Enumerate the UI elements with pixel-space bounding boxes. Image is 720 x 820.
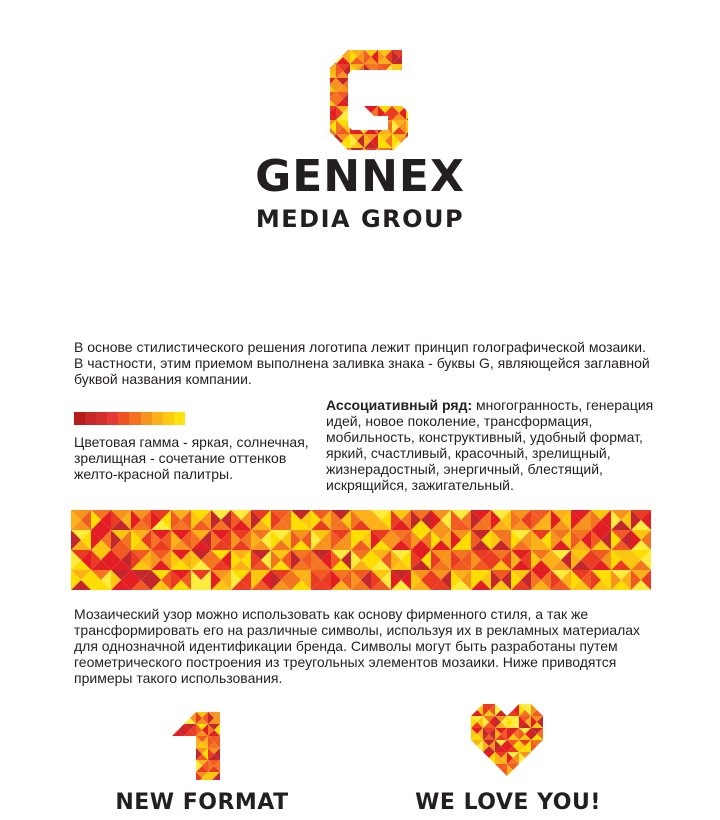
one-mosaic-tile — [172, 748, 178, 760]
logo-mosaic-tile — [322, 106, 329, 120]
brand-name: GENNEX — [255, 151, 465, 202]
palette-swatch — [118, 412, 129, 425]
one-mosaic-tile — [184, 736, 196, 742]
logo-mosaic-tile — [413, 78, 414, 92]
palette-swatch — [152, 412, 163, 425]
one-mosaic-tile — [172, 742, 184, 748]
logo-mosaic-tile — [322, 57, 336, 64]
logo-mosaic-tile — [350, 99, 364, 106]
logo-mosaic-tile — [406, 92, 414, 99]
palette-swatch — [163, 412, 174, 425]
logo-mosaic-tile — [406, 99, 414, 106]
heart-mosaic-tile — [531, 764, 537, 776]
palette-swatch — [74, 412, 85, 425]
heart-mosaic-tile — [525, 764, 531, 776]
one-mosaic-tile — [178, 760, 184, 772]
heart-mosaic-tile — [519, 764, 525, 776]
logo-mosaic-tile — [378, 78, 385, 92]
logo-mosaic-tile — [406, 134, 414, 141]
logo-mosaic-tile — [378, 99, 392, 106]
logo-mosaic-tile — [413, 92, 414, 106]
logo-mosaic-tile — [378, 78, 392, 85]
logo-mosaic-tile — [364, 92, 371, 106]
one-mosaic-tile — [184, 760, 190, 772]
logo-mosaic-tile — [406, 78, 413, 92]
logo-mosaic-tile — [322, 50, 336, 57]
heart-mosaic-tile — [531, 752, 537, 764]
logo-mosaic-tile — [322, 78, 329, 92]
one-mosaic-tile — [178, 712, 184, 724]
one-mosaic-tile — [190, 760, 196, 772]
one-mosaic-tile — [184, 772, 196, 778]
heart-mosaic-tile — [519, 770, 531, 776]
logo-mosaic-tile — [392, 92, 399, 106]
one-mosaic-tile — [190, 736, 196, 748]
logo-mosaic-tile — [350, 78, 357, 92]
logo-mosaic-tile — [350, 85, 364, 92]
logo-mosaic-tile — [392, 78, 406, 85]
mosaic-pattern-band — [71, 510, 651, 590]
heart-mosaic-tile — [471, 752, 483, 758]
heart-mosaic-tile — [537, 752, 543, 764]
logo-mosaic-tile — [413, 120, 414, 134]
logo-mosaic-tile — [350, 113, 364, 120]
logo-mosaic-tile — [322, 120, 329, 134]
logo-mosaic-tile — [357, 106, 364, 120]
one-mosaic-tile — [184, 778, 196, 780]
heart-mosaic-tile — [471, 764, 483, 770]
logo-mosaic-tile — [364, 78, 378, 85]
logo-mosaic-tile — [406, 92, 413, 106]
heart-mosaic-tile — [483, 770, 495, 776]
logo-mosaic-tile — [357, 78, 364, 92]
logo-mosaic-tile — [399, 92, 406, 106]
palette-description: Цветовая гамма - яркая, солнечная, зрелищная - сочетание оттенков желто-красной палитры. — [74, 434, 309, 482]
heart-mosaic-tile — [531, 770, 543, 776]
one-mosaic-tile — [184, 772, 190, 780]
logo-mosaic-tile — [392, 92, 406, 99]
logo-mosaic-tile — [364, 78, 371, 92]
logo-mosaic-tile — [413, 64, 414, 78]
one-mosaic-tile — [172, 778, 184, 780]
logo-mosaic-tile — [350, 78, 364, 85]
one-mosaic-tile — [172, 718, 184, 724]
logo-mosaic-tile — [406, 50, 414, 57]
heart-mosaic-tile — [483, 764, 495, 770]
one-mosaic-tile — [172, 712, 178, 724]
one-mosaic-tile — [184, 748, 196, 754]
heart-mosaic-tile — [471, 758, 483, 764]
logo-mosaic-tile — [406, 85, 414, 92]
one-mosaic-tile — [190, 772, 196, 780]
heart-mosaic-icon — [471, 704, 543, 776]
logo-mosaic-tile — [378, 71, 392, 78]
one-mosaic-tile — [172, 736, 184, 742]
logo-mosaic-tile — [350, 71, 364, 78]
logo-mosaic-tile — [399, 78, 406, 92]
logo-mosaic-tile — [371, 78, 378, 92]
we-love-you-caption: WE LOVE YOU! — [415, 790, 601, 815]
heart-mosaic-tile — [537, 764, 543, 776]
one-mosaic-tile — [178, 748, 184, 760]
logo-mosaic-tile — [357, 92, 364, 106]
one-mosaic-tile — [184, 766, 196, 772]
logo-mosaic-tile — [385, 78, 392, 92]
logo-mosaic-tile — [364, 71, 378, 78]
heart-mosaic-tile — [477, 752, 483, 764]
heart-mosaic-tile — [471, 752, 477, 764]
logo-mosaic-tile — [406, 64, 414, 71]
palette-swatch — [107, 412, 118, 425]
heart-mosaic-tile — [471, 764, 477, 776]
logo-mosaic-tile — [322, 64, 329, 78]
heart-mosaic-tile — [531, 752, 543, 758]
one-mosaic-tile — [178, 736, 184, 748]
logo-mosaic-tile — [406, 141, 414, 148]
logo-mosaic-tile — [322, 134, 336, 141]
logo-mosaic-tile — [322, 50, 329, 64]
one-mosaic-tile — [184, 736, 190, 748]
color-palette-strip — [74, 412, 185, 425]
logo-mosaic-tile — [406, 120, 413, 134]
logo-mosaic-tile — [350, 106, 364, 113]
logo-mosaic-tile — [392, 99, 406, 106]
logo-mosaic-tile — [392, 71, 406, 78]
one-mosaic-tile — [178, 772, 184, 780]
logo-mosaic-tile — [406, 57, 414, 64]
heart-mosaic-tile — [531, 764, 543, 770]
logo-mosaic-tile — [329, 134, 336, 148]
logo-mosaic-tile — [406, 50, 413, 64]
one-mosaic-tile — [172, 760, 184, 766]
new-format-caption: NEW FORMAT — [115, 790, 289, 815]
one-mosaic-tile — [172, 748, 184, 754]
associative-row-label: Ассоциативный ряд: — [326, 397, 473, 413]
number-one-mosaic-icon — [172, 712, 220, 780]
logo-mosaic-tile — [322, 134, 329, 148]
logo-mosaic-tile — [364, 120, 378, 127]
logo-mosaic-tile — [350, 92, 357, 106]
associative-row-text: многогранность, генерация идей, новое поколение, трансформация, мобильность, конструктивный, удобный формат, яркий, счастливый, красочный, зрелищный, жизнерадостный, энергичный, блестящий, искрящийся, зажигательный. — [326, 397, 654, 493]
logo-mosaic-tile — [322, 92, 329, 106]
logo-mosaic-tile — [406, 71, 414, 78]
logo-mosaic-tile — [378, 85, 392, 92]
one-mosaic-tile — [172, 772, 184, 778]
one-mosaic-tile — [190, 748, 196, 760]
logo-mosaic-tile — [350, 120, 364, 127]
brand-subtitle: MEDIA GROUP — [255, 205, 465, 233]
logo-mosaic-tile — [392, 78, 399, 92]
heart-mosaic-tile — [519, 764, 531, 770]
logo-mosaic-tile — [406, 78, 414, 85]
logo-mosaic-tile — [364, 92, 378, 99]
logo-mosaic-tile — [364, 85, 378, 92]
logo-mosaic-tile — [406, 134, 413, 148]
logo-mosaic-tile — [413, 106, 414, 120]
palette-swatch — [96, 412, 107, 425]
one-mosaic-tile — [184, 760, 196, 766]
logo-mosaic-tile — [392, 85, 406, 92]
gennex-g-logo-icon — [322, 50, 414, 150]
logo-mosaic-tile — [413, 134, 414, 148]
heart-mosaic-tile — [483, 764, 489, 776]
palette-swatch — [174, 412, 185, 425]
logo-mosaic-tile — [385, 92, 392, 106]
one-mosaic-tile — [172, 760, 178, 772]
palette-swatch — [129, 412, 140, 425]
logo-mosaic-tile — [413, 50, 414, 64]
logo-mosaic-tile — [350, 92, 364, 99]
logo-mosaic-tile — [378, 92, 385, 106]
one-mosaic-tile — [184, 748, 190, 760]
intro-paragraph: В основе стилистического решения логотипа лежит принцип голографической мозаики. В частности, этим приемом выполнена заливка знака - буквы G, являющейся заглавной буквой названия компании. — [74, 339, 650, 387]
logo-mosaic-tile — [329, 50, 336, 64]
heart-mosaic-tile — [531, 758, 543, 764]
logo-mosaic-tile — [378, 92, 392, 99]
mosaic-description-paragraph: Мозаический узор можно использовать как основу фирменного стиля, а так же трансформировать его на различные символы, используя их в рекламных материалах для однозначной идентификации бренда. Символы могут быть разработаны путем геометрического построения из треугольных элементов мозаики. Ниже приводятся примеры такого использования. — [74, 606, 641, 686]
logo-mosaic-tile — [371, 92, 378, 106]
heart-mosaic-tile — [489, 764, 495, 776]
one-mosaic-tile — [184, 742, 196, 748]
associative-row-paragraph — [326, 397, 656, 493]
logo-mosaic-tile — [406, 64, 413, 78]
one-mosaic-tile — [172, 772, 178, 780]
one-mosaic-tile — [172, 766, 184, 772]
one-mosaic-tile — [184, 754, 196, 760]
palette-swatch — [85, 412, 96, 425]
logo-mosaic-tile — [406, 106, 413, 120]
logo-mosaic-tile — [322, 141, 336, 148]
logo-mosaic-tile — [364, 99, 378, 106]
one-mosaic-tile — [172, 736, 178, 748]
logo-mosaic-tile — [350, 106, 357, 120]
heart-mosaic-tile — [477, 764, 483, 776]
one-mosaic-tile — [172, 754, 184, 760]
one-mosaic-tile — [172, 712, 184, 718]
palette-swatch — [141, 412, 152, 425]
heart-mosaic-tile — [471, 770, 483, 776]
